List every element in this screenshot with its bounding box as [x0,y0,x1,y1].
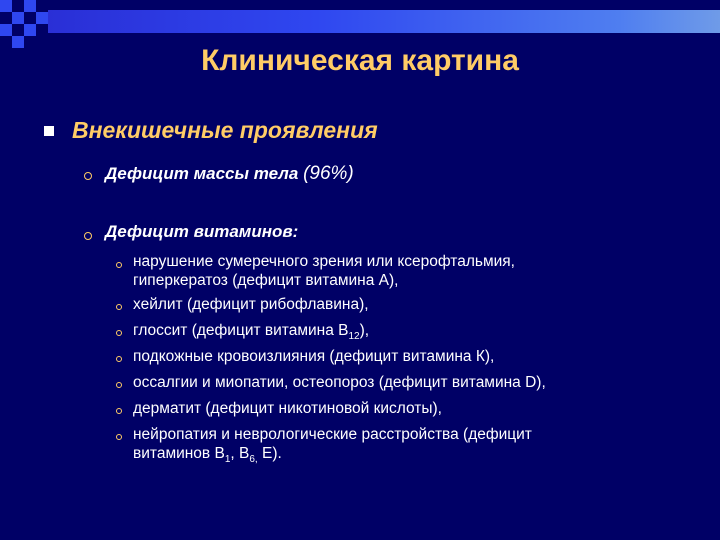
subscript: 6, [249,454,258,466]
decoration-square [24,24,36,36]
circle-bullet-icon [116,434,122,440]
list-item-glossitis [133,321,369,346]
header-decoration-bar [48,10,720,33]
subscript: 1 [224,454,231,466]
list-item-hemorrhage: подкожные кровоизлияния (дефицит витамина К), [133,348,495,365]
section-heading: Внекишечные проявления [72,117,378,143]
circle-bullet-icon [116,330,122,336]
item-label: Дефицит массы тела [105,164,299,183]
text: , В [230,445,250,462]
decoration-square [24,0,36,12]
circle-bullet-icon [116,382,122,388]
list-item-cheilitis: хейлит (дефицит рибофлавина), [133,296,369,313]
line-1: нейропатия и неврологические расстройства (дефицит [133,426,532,443]
line-2: гиперкератоз (дефицит витамина А), [133,272,399,289]
list-item-vitamin-deficit: Дефицит витаминов: [105,222,299,241]
line-2 [133,444,532,469]
circle-bullet-icon [116,408,122,414]
text: Е). [257,445,282,462]
circle-bullet-icon [84,232,92,240]
subscript: 12 [348,331,360,343]
text: витаминов В [133,445,225,462]
circle-bullet-icon [116,356,122,362]
line-1: нарушение сумеречного зрения или ксерофтальмия, [133,253,515,270]
decoration-square [0,24,12,36]
list-item-neuropathy [133,425,532,469]
list-item-ossalgia: оссалгии и миопатии, остеопороз (дефицит витамина D), [133,374,546,391]
decoration-square [12,12,24,24]
list-item-weight-deficit [105,163,354,185]
item-value: (96%) [303,163,354,184]
circle-bullet-icon [84,172,92,180]
list-item-dermatitis: дерматит (дефицит никотиновой кислоты), [133,400,442,417]
text: глоссит (дефицит витамина В [133,322,349,339]
decoration-square [0,0,12,12]
slide-title: Клиническая картина [201,44,519,77]
square-bullet-icon [44,126,54,136]
list-item-night-blindness [133,252,515,290]
circle-bullet-icon [116,304,122,310]
decoration-square [36,12,48,24]
text: ), [359,322,370,339]
circle-bullet-icon [116,262,122,268]
